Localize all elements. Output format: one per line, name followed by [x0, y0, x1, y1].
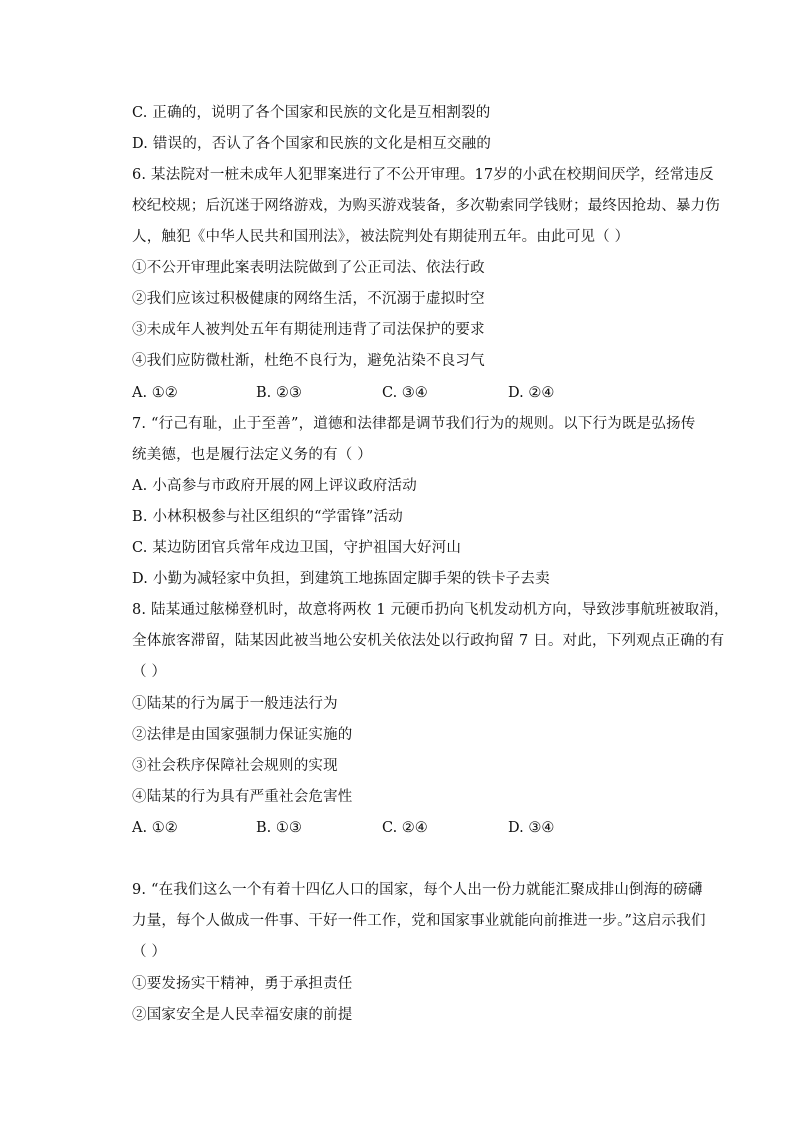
q8-option-c: C. ②④ [382, 820, 428, 836]
q6-stem-line-3: 人，触犯《中华人民共和国刑法》，被法院判处有期徒刑五年。由此可见（ ） [132, 229, 630, 245]
q6-option-d: D. ②④ [508, 385, 555, 401]
q8-statement-4: ④陆某的行为具有严重社会危害性 [132, 789, 353, 805]
q8-statement-1: ①陆某的行为属于一般违法行为 [132, 696, 338, 712]
q8-stem-line-1: 8. 陆某通过舷梯登机时，故意将两枚 1 元硬币扔向飞机发动机方向，导致涉事航班被取消， [132, 602, 729, 618]
q7-stem-line-1: 7. “行己有耻，止于至善”，道德和法律都是调节我们行为的规则。以下行为既是弘扬传 [132, 416, 696, 432]
q7-stem-line-2: 统美德，也是履行法定义务的有（ ） [132, 447, 373, 463]
q6-statement-4: ④我们应防微杜渐，杜绝不良行为，避免沾染不良习气 [132, 353, 485, 369]
q9-statement-1: ①要发扬实干精神，勇于承担责任 [132, 976, 353, 992]
q8-answer-bracket: （ ） [132, 664, 167, 680]
q8-option-d: D. ③④ [508, 820, 555, 836]
q6-option-b: B. ②③ [256, 385, 302, 401]
q8-stem-line-2: 全体旅客滞留，陆某因此被当地公安机关依法处以行政拘留 7 日。对此，下列观点正确的有 [132, 633, 725, 649]
q6-statement-1: ①不公开审理此案表明法院做到了公正司法、依法行政 [132, 260, 485, 276]
q6-option-a: A. ①② [132, 385, 178, 401]
q8-statement-2: ②法律是由国家强制力保证实施的 [132, 727, 353, 743]
q6-stem-line-2: 校纪校规；后沉迷于网络游戏，为购买游戏装备，多次勒索同学钱财；最终因抢劫、暴力伤 [132, 198, 720, 214]
q6-statement-2: ②我们应该过积极健康的网络生活，不沉溺于虚拟时空 [132, 291, 485, 307]
q7-option-c: C. 某边防团官兵常年戍边卫国，守护祖国大好河山 [132, 540, 462, 556]
q7-option-d: D. 小勤为减轻家中负担，到建筑工地拣固定脚手架的铁卡子去卖 [132, 571, 550, 587]
q5-option-d: D. 错误的，否认了各个国家和民族的文化是相互交融的 [132, 136, 492, 152]
q5-option-c: C. 正确的，说明了各个国家和民族的文化是互相割裂的 [132, 105, 491, 121]
q9-stem-line-2: 力量，每个人做成一件事、干好一件工作，党和国家事业就能向前推进一步。”这启示我们 [132, 913, 706, 929]
q8-option-b: B. ①③ [256, 820, 302, 836]
q8-option-a: A. ①② [132, 820, 178, 836]
q6-stem-line-1: 6. 某法院对一桩未成年人犯罪案进行了不公开审理。17岁的小武在校期间厌学，经常违反 [132, 167, 714, 183]
q9-statement-2: ②国家安全是人民幸福安康的前提 [132, 1007, 353, 1023]
q9-stem-line-1: 9. “在我们这么一个有着十四亿人口的国家，每个人出一份力就能汇聚成排山倒海的磅礴 [132, 882, 703, 898]
q6-option-c: C. ③④ [382, 385, 428, 401]
q8-statement-3: ③社会秩序保障社会规则的实现 [132, 758, 338, 774]
q7-option-a: A. 小高参与市政府开展的网上评议政府活动 [132, 478, 417, 494]
q9-answer-bracket: （ ） [132, 944, 167, 960]
q6-statement-3: ③未成年人被判处五年有期徒刑违背了司法保护的要求 [132, 322, 485, 338]
q7-option-b: B. 小林积极参与社区组织的“学雷锋”活动 [132, 509, 403, 525]
